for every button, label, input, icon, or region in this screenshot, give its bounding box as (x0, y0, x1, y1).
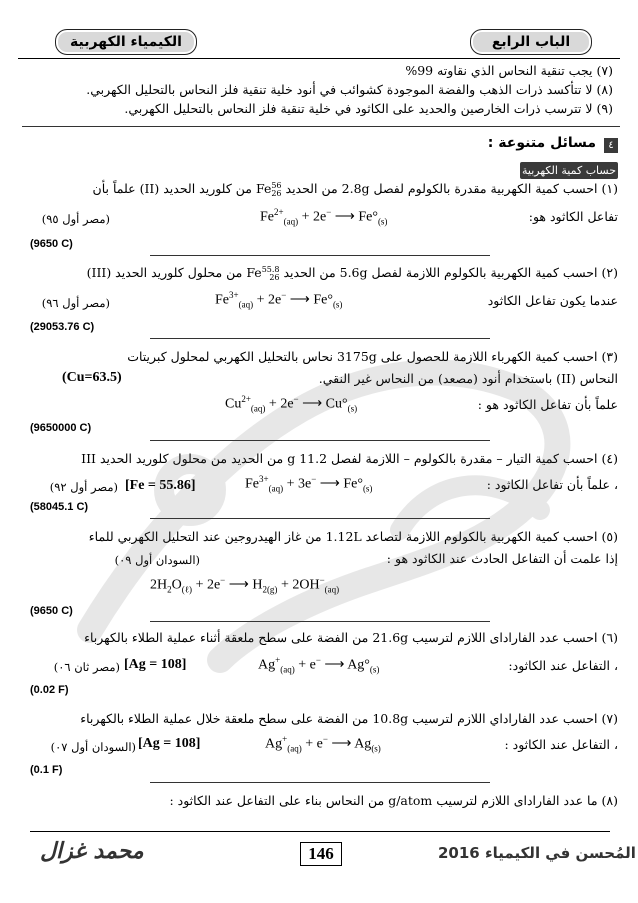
problem-1-source: (مصر أول ٩٥) (41, 212, 110, 226)
top-item-8: (٨) لا تتأكسد ذرات الذهب والفضة الموجودة كشوائب في أنود خلية تنقية فلز النحاس بالتحليل الكهربي. (86, 82, 613, 97)
chapter-topic-tag: الكيمياء الكهربية (55, 29, 197, 55)
watermark-signature (70, 330, 590, 690)
problem-5-line1: (٥) احسب كمية الكهربية بالكولوم اللازمة لتصاعد 1.12L من غاز الهيدروجين عند التحليل الكهربي للماء (88, 529, 618, 544)
section-number-badge: ٤ (604, 138, 618, 153)
problem-7-answer: (0.1 F) (30, 764, 63, 776)
problem-6-source: (مصر ثان ٠٦) (53, 660, 120, 674)
problem-2-equation: $Fe^{3+}_{(aq)} + 2e^-$ ⟶ $Fe^\circ_{(s)}$ (215, 290, 343, 310)
problem-7-data: [Ag = 108] (138, 736, 201, 751)
problem-4-data: [Fe = 55.86] (125, 478, 196, 493)
problem-3-line1: (٣) احسب كمية الكهرباء اللازمة للحصول على 3175g نحاس بالتحليل الكهربي لمحلول كبريتات (127, 349, 618, 364)
problem-3-answer: (9650000 C) (30, 422, 92, 434)
footer-signature: محمد غزال (40, 838, 144, 864)
problem-8-line1: (٨) ما عدد الفارادای اللازم لترسيب g/atom من النحاس بناء على التفاعل عند الكاثود : (169, 793, 618, 808)
page-number: 146 (300, 842, 342, 866)
problem-7-line2: ، التفاعل عند الكاثود : (504, 737, 618, 752)
problem-1-line1: (١) احسب كمية الكهربية مقدرة بالكولوم لفصل 2.8g من الحديد 56 26Fe من كلوريد الحديد (II) علماً بأن (92, 180, 618, 198)
problem-6-equation: $Ag^+_{(aq)} + e^-$ ⟶ $Ag^\circ_{(s)}$ (258, 655, 380, 675)
problem-5-source: (السودان أول ٠٩) (114, 553, 200, 567)
problem-2-isotope: 55.8 26 (261, 264, 280, 282)
problem-4-answer: (58045.1 C) (30, 501, 89, 513)
section-divider (22, 126, 620, 127)
problem-3-line2: النحاس (II) باستخدام أنود (مصعد) من النحاس غير النقي. (318, 371, 618, 386)
problem-2-line2: عندما يكون تفاعل الكاثود (487, 293, 618, 308)
top-item-7: (٧) يجب تنقية النحاس الذي نقاوته 99% (405, 63, 613, 78)
problem-5-line2: إذا علمت أن التفاعل الحادث عند الكاثود هو : (386, 551, 618, 566)
problem-5-equation: $2H_2O_{(\ell)} + 2e^-$ ⟶ $H_{2(g)} + 2OH^-_{(aq)}$ (150, 575, 340, 595)
problem-2-line1: (٢) احسب كمية الكهربية بالكولوم اللازمة لفصل 5.6g من الحديد 55.8 26Fe من محلول كلوريد الحديد (III) (86, 264, 618, 282)
problem-1-line2: تفاعل الكاثود هو: (528, 209, 618, 224)
problem-7-divider (150, 782, 490, 783)
problem-3-equation: $Cu^{2+}_{(aq)} + 2e^-$ ⟶ $Cu^\circ_{(s)}$ (225, 394, 358, 414)
problem-1-answer: (9650 C) (30, 238, 73, 250)
problem-4-equation: $Fe^{3+}_{(aq)} + 3e^-$ ⟶ $Fe^\circ_{(s)}$ (245, 474, 373, 494)
problem-5-answer: (9650 C) (30, 605, 73, 617)
problem-6-line2: ، التفاعل عند الكاثود: (508, 658, 618, 673)
section-title: مسائل متنوعة : (487, 135, 596, 151)
problem-4-source: (مصر أول ٩٢) (49, 480, 118, 494)
problem-7-line1: (٧) احسب عدد الفاراداي اللازم لترسيب 10.8g من الفضة على سطح ملعقة خلال عملية الطلاء بالكهرباء (80, 711, 618, 726)
footer-brand: 2016 المُحسن في الكيمياء (438, 844, 636, 862)
problem-6-answer: (0.02 F) (30, 684, 69, 696)
top-item-9: (٩) لا تترسب ذرات الخارصين والحديد على الكاثود في خلية تنقية فلز النحاس بالتحليل الكهربي. (124, 101, 613, 116)
problem-1-divider (150, 255, 490, 256)
problem-4-line2: ، علماً بأن تفاعل الكاثود : (486, 477, 618, 492)
problem-7-source: (السودان أول ٠٧) (50, 740, 136, 754)
subsection-tag: حساب كمية الكهربية (521, 164, 617, 177)
problem-6-data: [Ag = 108] (124, 657, 187, 672)
problem-1-equation: $Fe^{2+}_{(aq)} + 2e^-$ ⟶ $Fe^\circ_{(s)}$ (260, 207, 388, 227)
chapter-number-tag: الباب الرابع (470, 29, 592, 55)
problem-6-line1: (٦) احسب عدد الفارادای اللازم لترسيب 21.6g من الفضة على سطح ملعقة أثناء عملية الطلاء بالكهرباء (84, 630, 618, 645)
problem-4-line1: (٤) احسب كمية التيار – مقدرة بالكولوم – اللازمة لفصل 11.2 g من الحديد من محلول كلوريد الحديد III (81, 451, 618, 466)
problem-2-answer: (29053.76 C) (30, 321, 95, 333)
problem-3-data: (Cu=63.5) (62, 370, 122, 385)
header-divider (18, 58, 620, 59)
problem-1-isotope: 56 26 (271, 180, 282, 198)
footer-divider (30, 831, 610, 832)
problem-7-equation: $Ag^+_{(aq)} + e^-$ ⟶ $Ag_{(s)}$ (265, 734, 381, 754)
problem-2-source: (مصر أول ٩٦) (41, 296, 110, 310)
problem-3-line3: علماً بأن تفاعل الكاثود هو : (477, 397, 618, 412)
